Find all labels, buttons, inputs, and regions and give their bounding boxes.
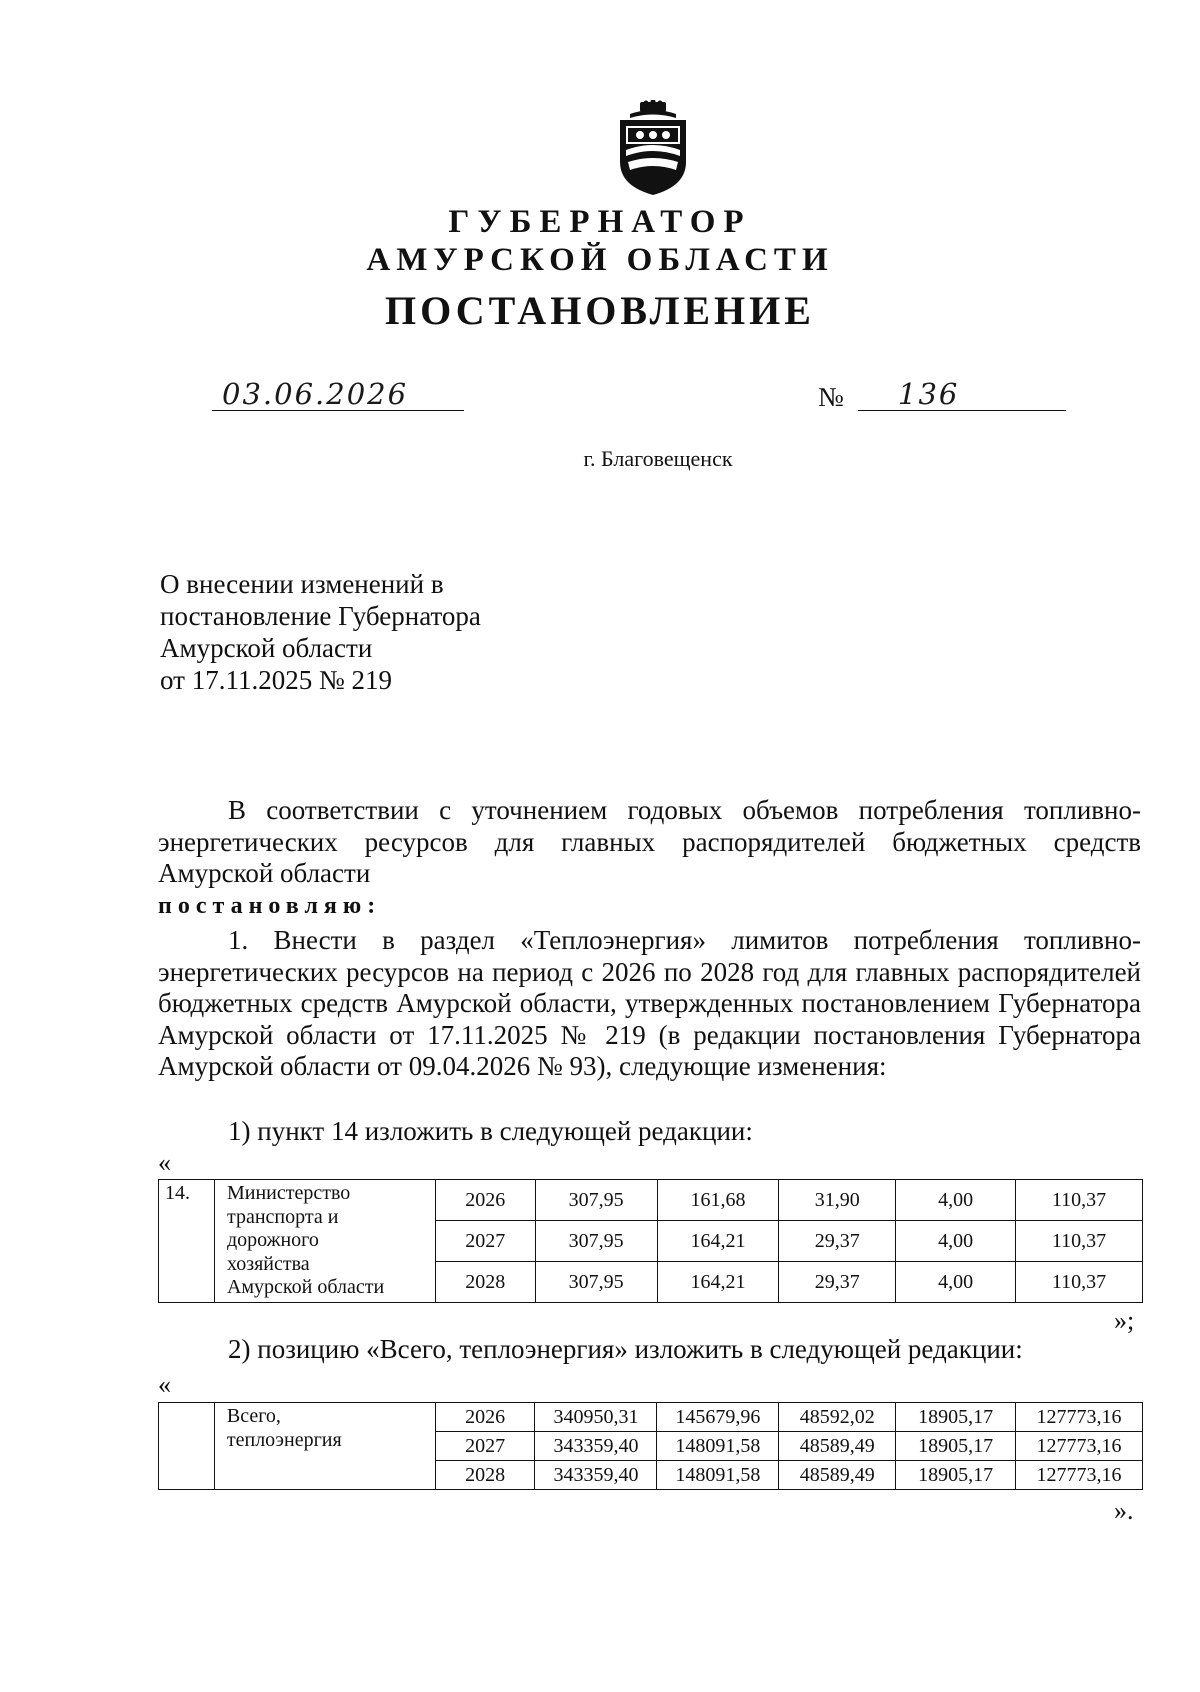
close-quote-1: »; (1114, 1306, 1135, 1335)
subject-line: О внесении изменений в (160, 569, 444, 599)
value-cell: 18905,17 (896, 1432, 1016, 1461)
year-cell: 2026 (435, 1403, 535, 1432)
table-item-14 (158, 1179, 1143, 1303)
value-cell: 29,37 (779, 1221, 896, 1262)
value-cell: 343359,40 (535, 1461, 657, 1490)
value-cell: 343359,40 (535, 1432, 657, 1461)
value-cell: 148091,58 (657, 1432, 779, 1461)
value-cell: 307,95 (535, 1180, 657, 1221)
row-number (159, 1403, 215, 1490)
value-cell: 127773,16 (1016, 1461, 1143, 1490)
subitem-2: 2) позицию «Всего, теплоэнергия» изложить в следующей редакции: (228, 1334, 1023, 1364)
table-row (159, 1180, 1143, 1221)
total-name: Всего, теплоэнергия (214, 1403, 435, 1490)
number-sign: № (818, 382, 844, 412)
value-cell: 18905,17 (896, 1461, 1016, 1490)
value-cell: 4,00 (896, 1221, 1016, 1262)
coat-of-arms-emblem (610, 100, 696, 196)
value-cell: 48592,02 (779, 1403, 896, 1432)
value-cell: 307,95 (535, 1221, 657, 1262)
value-cell: 110,37 (1016, 1262, 1143, 1303)
intro-paragraph: В соответствии с уточнением годовых объемов потребления топливно-энергетических ресурсов для главных распорядителей бюджетных средств Амурской области (158, 795, 1141, 888)
value-cell: 161,68 (657, 1180, 779, 1221)
value-cell: 127773,16 (1016, 1432, 1143, 1461)
value-cell: 127773,16 (1016, 1403, 1143, 1432)
value-cell: 4,00 (896, 1262, 1016, 1303)
document-subject (160, 568, 481, 696)
open-quote-2: « (158, 1370, 171, 1399)
city: г. Благовещенск (583, 446, 733, 471)
header-governor: ГУБЕРНАТОР (448, 204, 752, 240)
organization-name: Министерство транспорта и дорожного хозяйства Амурской области (214, 1180, 435, 1303)
year-cell: 2027 (435, 1221, 535, 1262)
value-cell: 48589,49 (779, 1461, 896, 1490)
year-cell: 2027 (435, 1432, 535, 1461)
value-cell: 48589,49 (779, 1432, 896, 1461)
header-document-type: ПОСТАНОВЛЕНИЕ (385, 288, 815, 333)
table-row (159, 1403, 1143, 1432)
value-cell: 164,21 (657, 1262, 779, 1303)
date-underline (212, 410, 464, 411)
value-cell: 307,95 (535, 1262, 657, 1303)
subject-line: от 17.11.2025 № 219 (160, 665, 392, 695)
value-cell: 110,37 (1016, 1180, 1143, 1221)
item-1-paragraph: 1. Внести в раздел «Теплоэнергия» лимитов потребления топливно-энергетических ресурсов на период с 2026 по 2028 год для главных распорядителей бюджетных средств Амурской области, утвержденных постановлением Губернатора Амурской области от 17.11.2025 № 219 (в редакции постановления Губернатора Амурской области от 09.04.2026 № 93), следующие изменения: (158, 925, 1141, 1081)
subject-line: Амурской области (160, 633, 373, 663)
year-cell: 2028 (435, 1262, 535, 1303)
year-cell: 2026 (435, 1180, 535, 1221)
document-number: 136 (898, 377, 960, 411)
year-cell: 2028 (435, 1461, 535, 1490)
value-cell: 164,21 (657, 1221, 779, 1262)
number-underline (858, 410, 1066, 411)
value-cell: 29,37 (779, 1262, 896, 1303)
close-quote-2: ». (1114, 1496, 1134, 1525)
table-total-heat (158, 1402, 1143, 1490)
subitem-1: 1) пункт 14 изложить в следующей редакции: (228, 1116, 753, 1146)
document-date: 03.06.2026 (222, 377, 409, 411)
value-cell: 340950,31 (535, 1403, 657, 1432)
value-cell: 31,90 (779, 1180, 896, 1221)
value-cell: 145679,96 (657, 1403, 779, 1432)
value-cell: 18905,17 (896, 1403, 1016, 1432)
value-cell: 148091,58 (657, 1461, 779, 1490)
row-number: 14. (159, 1180, 215, 1303)
open-quote-1: « (158, 1148, 171, 1177)
value-cell: 4,00 (896, 1180, 1016, 1221)
header-region: АМУРСКОЙ ОБЛАСТИ (366, 242, 834, 278)
subject-line: постановление Губернатора (160, 601, 481, 631)
decree-word: постановляю: (158, 893, 382, 919)
value-cell: 110,37 (1016, 1221, 1143, 1262)
